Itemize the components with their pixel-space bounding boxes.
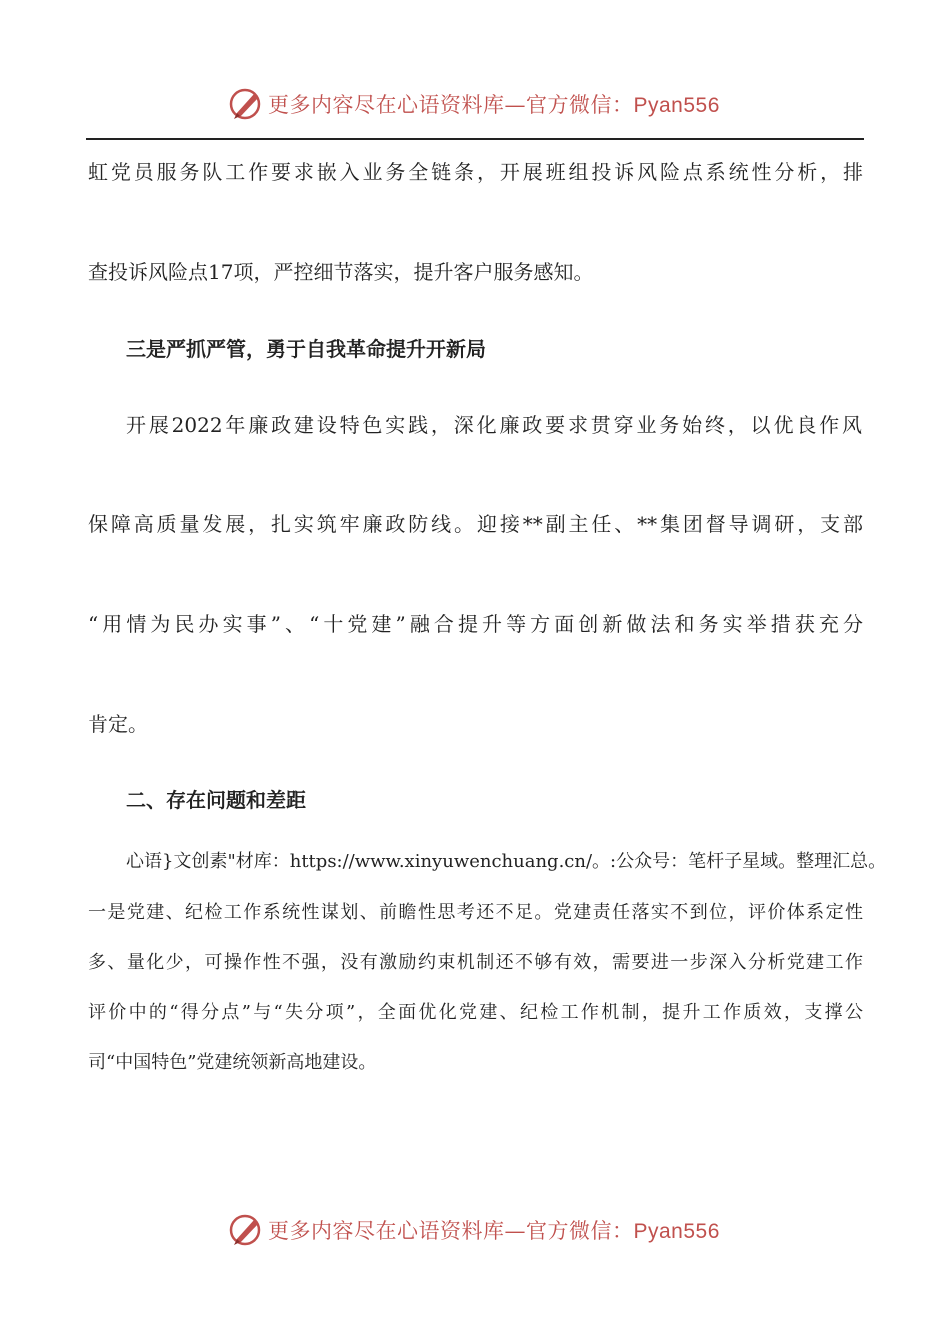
paragraph-1-line-1: 虹党员服务队工作要求嵌入业务全链条，开展班组投诉风险点系统性分析，排 bbox=[88, 160, 863, 184]
footer-wechat-id: Pyan556 bbox=[633, 1220, 720, 1243]
paragraph-2-line-1: 开展2022年廉政建设特色实践，深化廉政要求贯穿业务始终，以优良作风 bbox=[126, 413, 862, 437]
footer-banner-text: 更多内容尽在心语资料库—官方微信：Pyan556 bbox=[268, 1219, 720, 1243]
header-banner bbox=[0, 84, 950, 124]
section-2-title: 二、存在问题和差距 bbox=[126, 788, 306, 812]
paragraph-1-line-2: 查投诉风险点17项，严控细节落实，提升客户服务感知。 bbox=[88, 260, 594, 284]
paragraph-3-line-2: 一是党建、纪检工作系统性谋划、前瞻性思考还不足。党建责任落实不到位，评价体系定性 bbox=[88, 902, 863, 923]
paragraph-3-line-3: 多、量化少，可操作性不强，没有激励约束机制还不够有效，需要进一步深入分析党建工作 bbox=[88, 952, 863, 973]
header-wechat-id: Pyan556 bbox=[633, 94, 720, 117]
footer-banner bbox=[0, 1210, 950, 1250]
paragraph-2-line-4: 肯定。 bbox=[88, 712, 148, 736]
paragraph-3-line-1: 心语}文创素"材库：https://www.xinyuwenchuang.cn/。:公众号：笔杆子星域。整理汇总。 bbox=[126, 851, 887, 872]
pen-logo-icon bbox=[228, 86, 264, 122]
paragraph-3-line-4: 评价中的“得分点”与“失分项”，全面优化党建、纪检工作机制，提升工作质效，支撑公 bbox=[88, 1002, 863, 1023]
pen-logo-icon bbox=[228, 1212, 264, 1248]
paragraph-2-line-2: 保障高质量发展，扎实筑牢廉政防线。迎接**副主任、**集团督导调研，支部 bbox=[88, 512, 863, 536]
header-divider bbox=[86, 138, 864, 140]
header-banner-text: 更多内容尽在心语资料库—官方微信：Pyan556 bbox=[268, 93, 720, 117]
paragraph-3-line-5: 司“中国特色”党建统领新高地建设。 bbox=[88, 1052, 377, 1073]
subheading-three: 三是严抓严管，勇于自我革命提升开新局 bbox=[126, 337, 486, 361]
paragraph-2-line-3: “用情为民办实事”、“十党建”融合提升等方面创新做法和务实举措获充分 bbox=[88, 612, 863, 636]
